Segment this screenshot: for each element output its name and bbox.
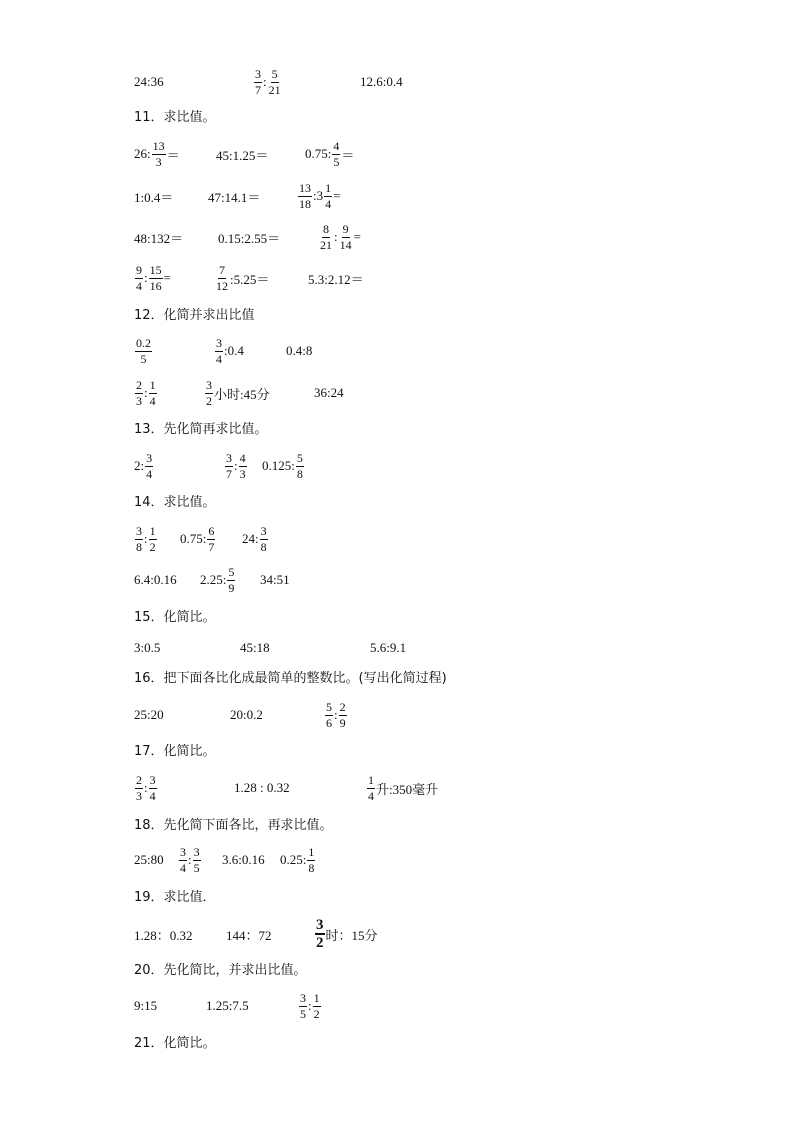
ratio-expression <box>234 768 290 808</box>
expression-text: : <box>263 74 267 89</box>
expression-text: : <box>334 707 338 722</box>
fraction-numerator: 13 <box>299 180 311 195</box>
ratio-expression <box>134 986 157 1026</box>
fraction <box>298 181 312 212</box>
expression-text: : <box>144 385 148 400</box>
fraction-numerator: 5 <box>296 450 303 465</box>
fraction-numerator: 1 <box>149 523 156 538</box>
question-heading: 13．先化简再求比值。 <box>134 422 268 437</box>
question-heading: 19．求比值． <box>134 890 216 905</box>
fraction-denominator: 14 <box>339 237 352 252</box>
ratio-expression <box>260 560 290 600</box>
ratio-expression <box>305 134 354 174</box>
fraction-denominator: 7 <box>208 539 215 554</box>
question-heading: 17．化简比。 <box>134 744 216 759</box>
fraction-denominator: 16 <box>149 278 162 293</box>
question-heading: 11．求比值。 <box>134 110 216 125</box>
expression-text: 47:14.1＝ <box>208 189 261 205</box>
expression-text: 6.4:0.16 <box>134 572 177 587</box>
fraction-denominator: 4 <box>325 196 332 211</box>
fraction-denominator: 3 <box>136 393 142 408</box>
fraction-numerator: 8 <box>323 221 329 236</box>
fraction <box>313 991 321 1022</box>
fraction-numerator: 2 <box>136 377 142 392</box>
expression-row <box>0 446 794 486</box>
ratio-expression <box>298 986 322 1026</box>
fraction-numerator: 3 <box>255 66 261 81</box>
expression-text: 0.75: <box>180 531 207 546</box>
expression-text: 小时:45分 <box>214 386 270 402</box>
ratio-expression <box>180 519 216 559</box>
ratio-expression <box>206 986 249 1026</box>
fraction-denominator: 5 <box>193 860 200 875</box>
ratio-expression <box>134 519 158 559</box>
expression-row <box>0 628 794 668</box>
ratio-expression <box>240 628 270 668</box>
ratio-expression <box>253 62 283 102</box>
ratio-expression <box>134 560 177 600</box>
expression-text: : <box>308 998 312 1013</box>
fraction-numerator: 1 <box>368 772 374 787</box>
expression-text: 1.28 : 0.32 <box>234 780 290 795</box>
expression-row <box>0 176 794 216</box>
ratio-expression <box>134 695 164 735</box>
fraction-numerator: 1 <box>325 180 332 195</box>
expression-text: ＝ <box>166 147 180 163</box>
fraction <box>193 845 201 876</box>
fraction-numerator: 1 <box>308 844 315 859</box>
fraction <box>135 378 143 409</box>
fraction-denominator: 9 <box>339 715 346 730</box>
fraction <box>332 139 340 170</box>
expression-text: : <box>144 270 148 285</box>
fraction-numerator: 15 <box>149 262 162 277</box>
ratio-expression <box>216 134 268 174</box>
fraction <box>339 700 347 731</box>
expression-text: 144：72 <box>226 927 272 943</box>
ratio-expression <box>318 217 361 257</box>
fraction <box>225 451 233 482</box>
expression-row <box>0 914 794 954</box>
fraction <box>367 773 375 804</box>
fraction-numerator: 6 <box>208 523 215 538</box>
fraction-denominator: 7 <box>255 82 261 97</box>
fraction-denominator: 21 <box>268 82 281 97</box>
ratio-expression <box>222 840 265 880</box>
ratio-expression <box>230 695 263 735</box>
fraction-numerator: 3 <box>149 772 156 787</box>
fraction-denominator: 2 <box>206 393 212 408</box>
expression-text: 9:15 <box>134 998 158 1013</box>
expression-text: 24: <box>242 531 259 546</box>
expression-text: 1.25:7.5 <box>206 998 249 1013</box>
question-heading: 14．求比值。 <box>134 495 216 510</box>
expression-text: 0.15:2.55＝ <box>218 230 281 246</box>
fraction-denominator: 2 <box>313 1006 320 1021</box>
fraction-numerator: 1 <box>149 377 156 392</box>
ratio-expression <box>297 176 340 216</box>
expression-text: 1.28：0.32 <box>134 927 193 943</box>
ratio-expression <box>134 768 158 808</box>
expression-text: 0.4:8 <box>286 343 313 358</box>
fraction-numerator: 3 <box>226 450 232 465</box>
fraction <box>145 451 153 482</box>
ratio-expression <box>360 62 403 102</box>
expression-text: :0.4 <box>224 343 244 358</box>
expression-row <box>0 560 794 600</box>
ratio-expression <box>370 628 406 668</box>
fraction <box>260 524 268 555</box>
expression-text: : <box>234 458 238 473</box>
fraction <box>135 263 143 294</box>
fraction <box>149 773 157 804</box>
expression-text: 2: <box>134 458 145 473</box>
ratio-expression <box>226 914 272 954</box>
ratio-expression <box>308 258 364 298</box>
fraction-numerator: 4 <box>239 450 246 465</box>
ratio-expression <box>134 217 183 257</box>
expression-text: 26: <box>134 146 151 161</box>
fraction-denominator: 4 <box>216 351 222 366</box>
fraction <box>215 263 229 294</box>
expression-text: :3 <box>313 188 324 203</box>
ratio-expression <box>134 134 180 174</box>
fraction <box>307 845 315 876</box>
fraction <box>296 451 304 482</box>
expression-row <box>0 373 794 413</box>
ratio-expression <box>214 258 269 298</box>
expression-text: : <box>144 780 148 795</box>
fraction <box>325 700 333 731</box>
expression-text: 5.3:2.12＝ <box>308 271 364 287</box>
fraction-numerator: 3 <box>316 917 324 933</box>
fraction <box>152 139 166 170</box>
fraction-denominator: 4 <box>149 788 156 803</box>
expression-row <box>0 217 794 257</box>
fraction-denominator: 4 <box>180 860 186 875</box>
fraction-numerator: 0.2 <box>136 335 151 350</box>
fraction-numerator: 2 <box>339 699 346 714</box>
fraction-denominator: 5 <box>333 154 340 169</box>
expression-text: 25:80 <box>134 852 164 867</box>
ratio-expression <box>224 446 248 486</box>
ratio-expression <box>262 446 305 486</box>
expression-text: 34:51 <box>260 572 290 587</box>
expression-text: 36:24 <box>314 385 344 400</box>
expression-text: 升:350毫升 <box>376 781 439 797</box>
expression-text: 25:20 <box>134 707 164 722</box>
ratio-expression <box>134 914 193 954</box>
question-heading: 12．化简并求出比值 <box>134 308 255 323</box>
expression-text: 24:36 <box>134 74 164 89</box>
ratio-expression <box>280 840 316 880</box>
fraction-denominator: 3 <box>239 466 246 481</box>
expression-text: 时：15分 <box>325 927 378 943</box>
expression-row <box>0 258 794 298</box>
expression-row <box>0 768 794 808</box>
fraction <box>239 451 247 482</box>
fraction <box>135 773 143 804</box>
ratio-expression <box>134 62 164 102</box>
fraction-denominator: 8 <box>260 539 267 554</box>
fraction-numerator: 3 <box>136 523 142 538</box>
fraction <box>207 524 215 555</box>
fraction-numerator: 3 <box>206 377 212 392</box>
fraction-denominator: 4 <box>136 278 142 293</box>
question-heading: 21．化简比。 <box>134 1036 216 1051</box>
ratio-expression <box>134 840 164 880</box>
fraction-denominator: 2 <box>316 935 324 951</box>
question-heading: 18．先化简下面各比，再求比值。 <box>134 818 333 833</box>
ratio-expression <box>366 768 438 808</box>
expression-text: : <box>144 531 148 546</box>
ratio-expression <box>324 695 348 735</box>
fraction <box>149 378 157 409</box>
ratio-expression <box>134 176 173 216</box>
fraction <box>227 565 235 596</box>
question-heading: 20．先化简比，并求出比值。 <box>134 963 307 978</box>
expression-text: : <box>334 229 338 244</box>
fraction <box>149 263 163 294</box>
expression-row <box>0 695 794 735</box>
fraction-denominator: 3 <box>136 788 142 803</box>
expression-text: = <box>353 229 361 244</box>
ratio-expression <box>314 373 344 413</box>
expression-text: 3:0.5 <box>134 640 161 655</box>
ratio-expression <box>134 258 171 298</box>
fraction-denominator: 2 <box>149 539 156 554</box>
fraction <box>135 524 143 555</box>
expression-text: ＝ <box>341 147 355 163</box>
fraction-numerator: 7 <box>219 262 225 277</box>
fraction <box>324 181 332 212</box>
ratio-expression <box>242 519 269 559</box>
expression-text: 45:1.25＝ <box>216 147 269 163</box>
ratio-expression <box>286 331 312 371</box>
expression-text: 1:0.4＝ <box>134 189 174 205</box>
ratio-expression <box>218 217 280 257</box>
fraction-denominator: 4 <box>149 393 156 408</box>
fraction-denominator: 21 <box>320 237 332 252</box>
fraction-numerator: 3 <box>300 990 306 1005</box>
expression-text: 0.75: <box>305 146 332 161</box>
fraction-denominator: 8 <box>296 466 303 481</box>
expression-row <box>0 519 794 559</box>
fraction-numerator: 3 <box>180 844 186 859</box>
fraction-numerator: 5 <box>228 564 235 579</box>
expression-row <box>0 331 794 371</box>
fraction-denominator: 8 <box>308 860 315 875</box>
expression-text: 12.6:0.4 <box>360 74 403 89</box>
fraction-numerator: 2 <box>136 772 142 787</box>
fraction-numerator: 3 <box>216 335 222 350</box>
fraction <box>315 917 325 951</box>
fraction-denominator: 12 <box>216 278 228 293</box>
ratio-expression <box>134 373 158 413</box>
fraction-numerator: 5 <box>271 66 278 81</box>
fraction-denominator: 5 <box>140 351 147 366</box>
fraction <box>254 67 262 98</box>
expression-text: 45:18 <box>240 640 270 655</box>
ratio-expression <box>214 331 244 371</box>
ratio-expression <box>134 446 154 486</box>
fraction-denominator: 3 <box>155 154 162 169</box>
expression-text: 0.125: <box>262 458 295 473</box>
question-heading: 16．把下面各比化成最简单的整数比。(写出化简过程) <box>134 671 447 686</box>
ratio-expression <box>178 840 202 880</box>
ratio-expression <box>200 560 236 600</box>
fraction-denominator: 18 <box>299 196 311 211</box>
expression-row <box>0 62 794 102</box>
question-heading: 15．化简比。 <box>134 610 216 625</box>
fraction <box>215 336 223 367</box>
expression-text: 2.25: <box>200 572 227 587</box>
fraction-numerator: 1 <box>313 990 320 1005</box>
fraction-numerator: 3 <box>193 844 200 859</box>
expression-text: 5.6:9.1 <box>370 640 407 655</box>
expression-row <box>0 134 794 174</box>
fraction <box>299 991 307 1022</box>
expression-row <box>0 986 794 1026</box>
fraction-denominator: 4 <box>368 788 374 803</box>
expression-text: = <box>163 270 171 285</box>
ratio-expression <box>134 331 153 371</box>
fraction-numerator: 5 <box>326 699 332 714</box>
fraction-numerator: 3 <box>146 450 153 465</box>
expression-text: :5.25＝ <box>230 271 270 287</box>
fraction <box>135 336 152 367</box>
fraction-numerator: 3 <box>260 523 267 538</box>
ratio-expression <box>134 628 160 668</box>
fraction-denominator: 8 <box>136 539 142 554</box>
expression-text: 48:132＝ <box>134 230 184 246</box>
fraction-numerator: 13 <box>152 138 165 153</box>
ratio-expression <box>204 373 270 413</box>
expression-row <box>0 840 794 880</box>
fraction <box>319 222 333 253</box>
fraction-numerator: 4 <box>333 138 340 153</box>
fraction-numerator: 9 <box>342 221 349 236</box>
ratio-expression <box>314 914 378 954</box>
fraction-denominator: 7 <box>226 466 232 481</box>
fraction-denominator: 4 <box>146 466 153 481</box>
fraction <box>179 845 187 876</box>
fraction <box>149 524 157 555</box>
fraction-denominator: 9 <box>228 580 235 595</box>
expression-text: 3.6:0.16 <box>222 852 265 867</box>
expression-text: 20:0.2 <box>230 707 263 722</box>
fraction-numerator: 9 <box>136 262 142 277</box>
fraction <box>205 378 213 409</box>
expression-text: = <box>333 188 341 203</box>
expression-text: 0.25: <box>280 852 307 867</box>
fraction <box>268 67 282 98</box>
fraction <box>339 222 353 253</box>
fraction-denominator: 6 <box>326 715 332 730</box>
fraction-denominator: 5 <box>300 1006 306 1021</box>
expression-text: : <box>188 852 192 867</box>
ratio-expression <box>208 176 260 216</box>
